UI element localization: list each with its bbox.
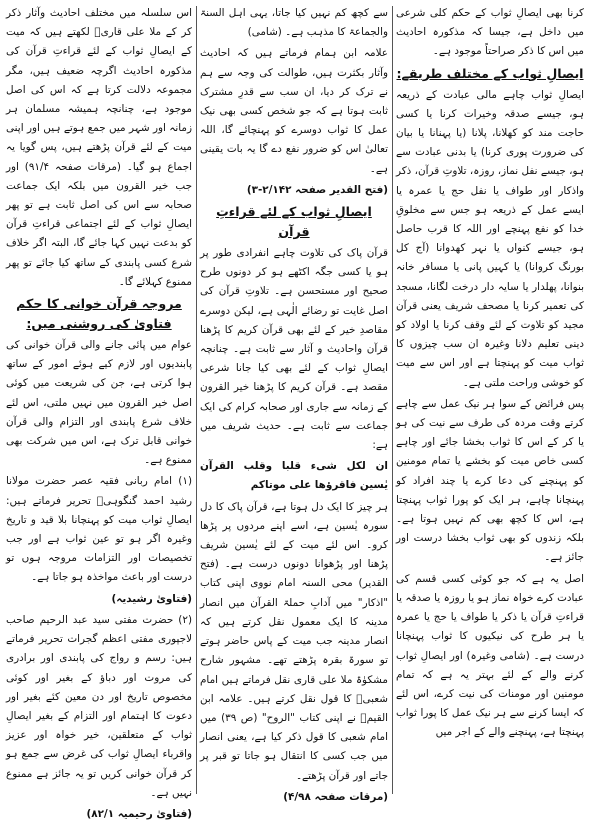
paragraph: ہر چیز کا ایک دل ہوتا ہے، قرآن پاک کا دل سورہ یٰسین ہے، اسے اپنے مردوں پر پڑھا کرو۔ اس لئے میت کے لئے یٰسین شریف پڑھنا اور پڑھوانا دونوں درست ہے۔ (فتح القدیر) محی السنہ امام نووی اپنی کتاب "اذکار" میں آدابِ حملۃ القرآن میں انصار مدینہ کا ایک معمول نقل کرتے ہیں کہ انصار مدینہ جب میت کے پاس حاضر ہوتے تو سورۃ بقرہ پڑھتے تھے۔ مشہور شارح مشکوٰۃ ملا علی قاری نقل فرماتے ہیں امام شعبیؒ کا قول نقل کرتے ہیں۔ علامہ ابن القیمؒ نے اپنی کتاب "الروح" (ص ۳۹) میں امام شعبی کا قول ذکر کیا ہے، یعنی انصار میں جب کسی کا انتقال ہو جاتا تو قبر پر جاتے اور قرآن پڑھتے۔	[200, 500, 388, 782]
column-left	[6, 4, 192, 820]
column-divider	[392, 6, 393, 794]
paragraph: کرنا بھی ایصالِ ثواب کے حکم کلی شرعی میں داخل ہے، جیسا کہ مذکورہ احادیث میں اس کا ذکر صراحتاً موجود ہے۔	[396, 7, 584, 58]
paragraph: (۱) امام ربانی فقیہ عصر حضرت مولانا رشید احمد گنگوہیؒ تحریر فرماتے ہیں: ایصالِ ثواب میت کو پہنچانا بلا قید و تاریخ وغیرہ اگر ہو تو عین ثواب ہے اور جب تخصیصات اور التزامات مروجہ ہوں تو درست اور باعث مواخذہ ہو جاتا ہے۔	[6, 475, 192, 584]
paragraph: عوام میں پائی جانے والی قرآن خوانی کی پابندیوں اور لازم کیے ہوئے امور کے ساتھ ہوا کرتی ہے، جن کی شریعت میں کوئی اصل خیر القرون میں نہیں ملتی، اس لئے خلاف شرع پابندی اور التزام والی قرآن خوانی قابل ترک ہے، اس میں شرکت بھی ممنوع ہے۔	[6, 339, 192, 467]
section-heading: مروجہ قرآن خوانی کا حکم فتاویٰ کی روشنی میں:	[16, 296, 182, 332]
paragraph: علامہ ابن ہمام فرماتے ہیں کہ احادیث وآثار بکثرت ہیں، طوالت کی وجہ سے ہم نے ترک کر دیا، ان سب سے قدرِ مشترک ثابت ہوتا ہے کہ جو شخص کسی بھی نیک عمل کا ثواب دوسرے کو پہنچائے گا، اللہ تعالیٰ اس کو ضرور نفع دے گا یہ بات یقینی ہے۔	[200, 47, 388, 175]
section-heading: ایصالِ ثواب کے مختلف طریقے:	[396, 65, 584, 81]
arabic-hadith: ان لکل شیء قلبا وقلب القرآن یٰسین فاقرؤھا علی موتاکم	[200, 460, 388, 492]
paragraph: (۲) حضرت مفتی سید عبد الرحیم صاحب لاجپوری مفتی اعظم گجرات تحریر فرماتے ہیں: رسم و رواج کی پابندی اور برادری کی مروت اور دباؤ کے بغیر اور کوئی مخصوص تاریخ اور دن معین کئے بغیر اور دعوت کا اہتمام اور التزام کے بغیر ایصالِ ثواب کے متعلقین، خیر خواہ اور عزیز واقرباء ایصالِ ثواب کی غرض سے جمع ہو کر قرآن خوانی کریں تو یہ جائز ہے ممنوع نہیں ہے۔	[6, 613, 192, 799]
document-page	[6, 4, 584, 820]
paragraph: پس فرائض کے سوا ہر نیک عمل سے چاہے کرتے وقت مردہ کی طرف سے نیت کی ہو یا کر کے اس کا ثواب بخشا جائے اور چاہے کسی خاص میت کو بخشے یا تمام مومنین کو پہنچنے کی دعا کرے یا چند افراد کو پہنچانا چاہے، ہر ایک کو پورا ثواب پہنچتا ہے، اس کا کچھ بھی کم نہیں ہوتا ہے۔ بلکہ زندوں کو بھی ثواب بخشا درست اور جائز ہے۔	[396, 397, 584, 564]
citation: (مرقات صفحہ ۴/۹۸)	[283, 790, 388, 803]
paragraph: ایصالِ ثواب چاہے مالی عبادت کے ذریعہ ہو، جیسے صدقہ وخیرات کرنا یا کسی حاجت مند کو کھلانا، پلانا (یا پہنانا یا بیان کی ضرورت پوری کرنا) یا بدنی عبادت سے ہو، جیسے نفل نماز، روزہ، تلاوتِ قرآن، ذکر واذکار اور طواف یا نفل حج یا عمرہ یا ایسے عمل کے ذریعہ ہو جس سے مخلوقِ خدا کو نفع پہنچے اور اللہ کا قرب حاصل ہو، جیسے کنواں یا نہر کھدوانا (آج کل بورنگ کروانا) یا کہیں پانی یا مسافر خانہ بنوانا، پھلدار یا سایہ دار درخت لگانا، مسجد کی تعمیر کرنا یا مصحف شریف یعنی قرآن مجید کو تلاوت کے لئے وقف کرنا یا اولاد کو دینی تعلیم دلانا وغیرہ ان سب چیزوں کا ثواب میت کو پہنچتا ہے اور اس سے میت کو خوشی وراحت ملتی ہے۔	[396, 88, 584, 389]
paragraph: اس سلسلہ میں مختلف احادیث وآثار ذکر کر کے ملا علی قاریؒ لکھتے ہیں کہ میت کے ایصالِ ثواب کے لئے قراءتِ قرآن کی مذکورہ احادیث اگرچہ ضعیف ہیں، مگر مجموعہ دلالت کرتا ہے کہ اس کی اصل موجود ہے، چنانچہ ہمیشہ مسلمان ہر زمانہ اور شہر میں جمع ہوتے ہیں اور اپنی میت کے لئے قرآن پڑھتے ہیں، پس گویا یہ اجماع ہو گیا۔ (مرقات صفحہ ۹۱/۴) اور جب خیر القرون میں بلکہ ایک جماعت صحابہ سے اس کی اصل ثابت ہے تو پھر ایصالِ ثواب کے لئے اجتماعی قراءتِ قرآن کو بدعت نہیں کہا جائے گا، البتہ اگر خلاف شرع کسی پابندی کے ساتھ کیا جائے تو پھر ممنوع کہلائے گا۔	[6, 7, 192, 288]
column-divider	[196, 6, 197, 794]
column-middle	[200, 4, 388, 803]
citation: (فتح القدیر صفحہ ۲/۱۴۲-۳)	[246, 183, 388, 196]
section-heading: ایصالِ ثواب کے لئے قراءتِ قرآن	[216, 204, 372, 240]
paragraph: سے کچھ کم نہیں کیا جاتا، یہی اہل السنۃ والجماعۃ کا مذہب ہے۔ (شامی)	[200, 7, 388, 39]
paragraph: اصل یہ ہے کہ جو کوئی کسی قسم کی عبادت کرے خواہ نماز ہو یا روزہ یا صدقہ یا قراءتِ قرآن یا ذکر یا طواف یا حج یا عمرہ یا ہر طرح کی نیکیوں کا ثواب پہنچانا درست ہے۔ (شامی وغیرہ) اور ایصالِ ثواب کرنے والے کے لئے بہتر یہ ہے کہ تمام مومنین اور مومنات کی نیت کرے، اس لئے کہ ایسا کرنے سے ہر نیک عمل کا پورا ثواب پہنچتا ہے، پہنچنے والے کے اجر میں	[396, 572, 584, 739]
citation: (فتاویٰ رشیدیہ)	[111, 592, 192, 605]
paragraph: قرآن پاک کی تلاوت چاہے انفرادی طور پر ہو یا کسی جگہ اکٹھے ہو کر دونوں طرح صحیح اور مستحسن ہے۔ تلاوتِ قرآن کی اصل غایت تو رضائے الٰہی ہے، لیکن دوسرے مقاصدِ خیر کے لئے بھی قرآن کریم کا پڑھنا قرآن واحادیث و آثار سے ثابت ہے۔ چنانچہ ایصالِ ثواب کے لئے بھی کیا جانا شرعی مقصد ہے۔ قرآن کریم کا پڑھنا خیر القرون کے زمانہ سے جاری اور صحابہ کرام کی ایک جماعت سے ثابت ہے۔ حدیث شریف میں ہے:	[200, 247, 388, 452]
citation: (فتاویٰ رحیمیہ ۸۲/۱)	[86, 807, 192, 820]
column-right	[396, 4, 584, 796]
